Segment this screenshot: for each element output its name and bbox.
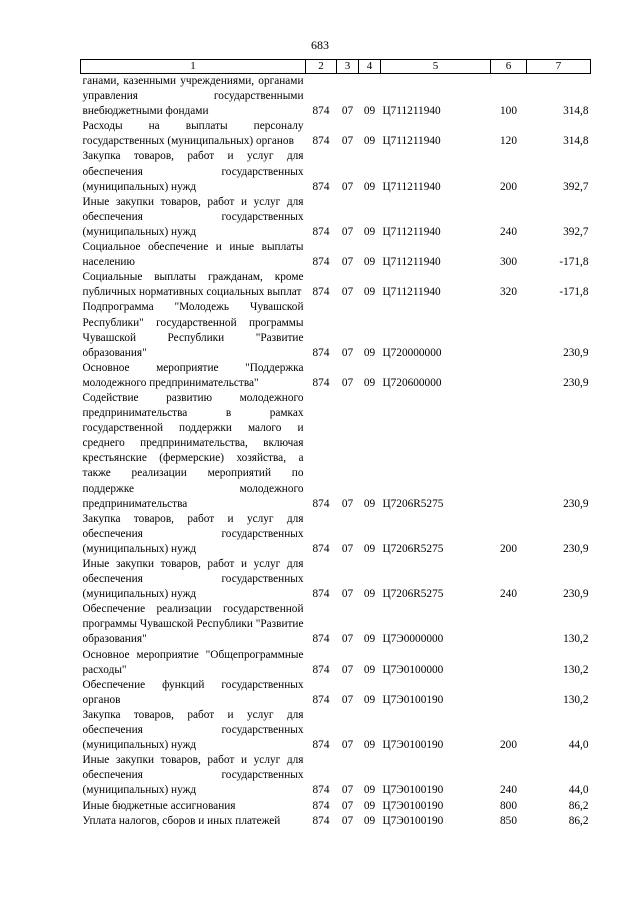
target-article-cell: Ц7206R5275 [382,542,444,555]
subsection-code-cell: 09 [363,799,376,812]
subsection-code-cell: 09 [363,286,376,299]
gr-code-cell: 874 [312,346,330,359]
row-name-cell: Обеспечение реализации государственной программы Чувашской Республики "Развитие образования" [82,603,304,646]
target-article-cell: Ц711211940 [382,135,441,148]
target-article-cell: Ц720600000 [382,376,442,389]
subsection-code-cell: 09 [363,225,376,238]
table-row [81,361,591,391]
expense-type-cell [491,391,527,512]
section-code-cell: 07 [341,225,354,238]
subsection-code-cell: 09 [363,814,376,827]
section-code-cell: 07 [341,286,354,299]
amount-cell: 86,2 [568,814,589,827]
target-article-cell: Ц711211940 [382,180,441,193]
table-body [81,74,591,829]
gr-code-cell: 874 [312,105,330,118]
table-row [81,753,591,798]
target-article-cell: Ц711211940 [382,105,441,118]
gr-code-cell: 874 [312,633,330,646]
subsection-code-cell: 09 [363,180,376,193]
target-article-cell: Ц7Э0100190 [382,739,444,752]
subsection-code-cell: 09 [363,693,376,706]
target-article-cell: Ц711211940 [382,225,441,238]
row-name-cell: Иные закупки товаров, работ и услуг для обеспечения государственных (муниципальных) нужд [82,195,304,238]
row-name-cell: Содействие развитию молодежного предпринимательства в рамках государственной поддержки малого и среднего предпринимательства, включая крестьянские (фермерские) хозяйства, а также реализации мероприятий по поддержке молодежного предпринимательства [82,391,304,510]
target-article-cell: Ц7Э0100190 [382,784,444,797]
gr-code-cell: 874 [312,286,330,299]
column-header: 5 [381,60,491,74]
amount-cell: 86,2 [568,799,589,812]
table-row [81,300,591,360]
table-row [81,512,591,557]
table-row [81,195,591,240]
section-code-cell: 07 [341,497,354,510]
expense-type-cell [491,602,527,647]
gr-code-cell: 874 [312,225,330,238]
section-code-cell: 07 [341,784,354,797]
gr-code-cell: 874 [312,693,330,706]
expense-type-cell: 300 [500,256,517,269]
expense-type-cell [491,300,527,360]
expense-type-cell [491,648,527,678]
expense-type-cell: 200 [500,542,517,555]
table-row [81,814,591,829]
expense-type-cell: 240 [500,588,517,601]
row-name-cell: ганами, казенными учреждениями, органами управления государственными внебюджетными фондами [82,75,304,118]
table-row [81,391,591,512]
row-name-cell: Социальное обеспечение и иные выплаты населению [82,241,304,269]
expense-type-cell [491,678,527,708]
section-code-cell: 07 [341,376,354,389]
subsection-code-cell: 09 [363,784,376,797]
amount-cell: 230,9 [563,346,589,359]
column-header: 4 [359,60,381,74]
subsection-code-cell: 09 [363,663,376,676]
gr-code-cell: 874 [312,814,330,827]
gr-code-cell: 874 [312,135,330,148]
amount-cell: 230,9 [563,497,589,510]
amount-cell: 314,8 [563,135,589,148]
section-code-cell: 07 [341,105,354,118]
section-code-cell: 07 [341,799,354,812]
amount-cell: 130,2 [563,663,589,676]
target-article-cell: Ц7Э0100190 [382,814,444,827]
row-name-cell: Расходы на выплаты персоналу государственных (муниципальных) органов [82,120,304,148]
expense-type-cell [491,361,527,391]
gr-code-cell: 874 [312,376,330,389]
amount-cell: 44,0 [568,784,589,797]
table-row [81,557,591,602]
row-name-cell: Основное мероприятие "Поддержка молодежного предпринимательства" [82,361,304,389]
target-article-cell: Ц7Э0000000 [382,633,444,646]
subsection-code-cell: 09 [363,542,376,555]
subsection-code-cell: 09 [363,376,376,389]
row-name-cell: Уплата налогов, сборов и иных платежей [82,814,281,827]
gr-code-cell: 874 [312,588,330,601]
table-row [81,270,591,300]
row-name-cell: Закупка товаров, работ и услуг для обеспечения государственных (муниципальных) нужд [82,150,304,193]
subsection-code-cell: 09 [363,105,376,118]
subsection-code-cell: 09 [363,346,376,359]
row-name-cell: Основное мероприятие "Общепрограммные расходы" [82,648,304,676]
budget-table [80,59,591,829]
expense-type-cell: 800 [500,799,517,812]
target-article-cell: Ц7206R5275 [382,497,444,510]
header-row [81,60,591,74]
table-row [81,74,591,120]
column-header: 6 [491,60,527,74]
amount-cell: 230,9 [563,542,589,555]
subsection-code-cell: 09 [363,588,376,601]
target-article-cell: Ц711211940 [382,286,441,299]
expense-type-cell: 100 [500,105,517,118]
section-code-cell: 07 [341,633,354,646]
gr-code-cell: 874 [312,542,330,555]
table-row [81,648,591,678]
column-header: 7 [527,60,591,74]
target-article-cell: Ц720000000 [382,346,442,359]
table-row [81,708,591,753]
gr-code-cell: 874 [312,180,330,193]
amount-cell: 314,8 [563,105,589,118]
section-code-cell: 07 [341,180,354,193]
table-row [81,149,591,194]
target-article-cell: Ц7Э0100190 [382,799,444,812]
target-article-cell: Ц711211940 [382,256,441,269]
expense-type-cell: 120 [500,135,517,148]
amount-cell: 392,7 [563,225,589,238]
section-code-cell: 07 [341,542,354,555]
section-code-cell: 07 [341,814,354,827]
gr-code-cell: 874 [312,663,330,676]
gr-code-cell: 874 [312,799,330,812]
section-code-cell: 07 [341,135,354,148]
subsection-code-cell: 09 [363,633,376,646]
amount-cell: 130,2 [563,633,589,646]
table-row [81,240,591,270]
column-header: 1 [81,60,306,74]
row-name-cell: Закупка товаров, работ и услуг для обеспечения государственных (муниципальных) нужд [82,708,304,752]
expense-type-cell: 200 [500,180,517,193]
target-article-cell: Ц7Э0100190 [382,693,444,706]
amount-cell: -171,8 [559,256,589,269]
expense-type-cell: 240 [500,225,517,238]
amount-cell: 130,2 [563,693,589,706]
expense-type-cell: 240 [500,784,517,797]
subsection-code-cell: 09 [363,256,376,269]
gr-code-cell: 874 [312,497,330,510]
column-header: 2 [306,60,337,74]
table-row [81,678,591,708]
section-code-cell: 07 [341,588,354,601]
section-code-cell: 07 [341,693,354,706]
row-name-cell: Иные бюджетные ассигнования [82,799,236,812]
subsection-code-cell: 09 [363,135,376,148]
subsection-code-cell: 09 [363,497,376,510]
row-name-cell: Обеспечение функций государственных органов [82,678,304,706]
amount-cell: 392,7 [563,180,589,193]
table-row [81,799,591,814]
gr-code-cell: 874 [312,784,330,797]
page-number: 683 [311,38,329,52]
row-name-cell: Подпрограмма "Молодежь Чувашской Республики" государственной программы Чувашской Республики "Развитие образования" [82,301,304,359]
section-code-cell: 07 [341,346,354,359]
table-row [81,602,591,647]
section-code-cell: 07 [341,256,354,269]
row-name-cell: Закупка товаров, работ и услуг для обеспечения государственных (муниципальных) нужд [82,512,304,555]
table-row [81,119,591,149]
amount-cell: 44,0 [568,739,589,752]
section-code-cell: 07 [341,663,354,676]
amount-cell: 230,9 [563,376,589,389]
target-article-cell: Ц7206R5275 [382,588,444,601]
gr-code-cell: 874 [312,739,330,752]
column-header: 3 [337,60,359,74]
row-name-cell: Социальные выплаты гражданам, кроме публичных нормативных социальных выплат [82,271,304,299]
expense-type-cell: 200 [500,739,517,752]
row-name-cell: Иные закупки товаров, работ и услуг для обеспечения государственных (муниципальных) нужд [82,558,304,601]
target-article-cell: Ц7Э0100000 [382,663,444,676]
expense-type-cell: 320 [500,286,517,299]
amount-cell: -171,8 [559,286,589,299]
row-name-cell: Иные закупки товаров, работ и услуг для обеспечения государственных (муниципальных) нужд [82,754,304,797]
section-code-cell: 07 [341,739,354,752]
expense-type-cell: 850 [500,814,517,827]
amount-cell: 230,9 [563,588,589,601]
gr-code-cell: 874 [312,256,330,269]
subsection-code-cell: 09 [363,739,376,752]
